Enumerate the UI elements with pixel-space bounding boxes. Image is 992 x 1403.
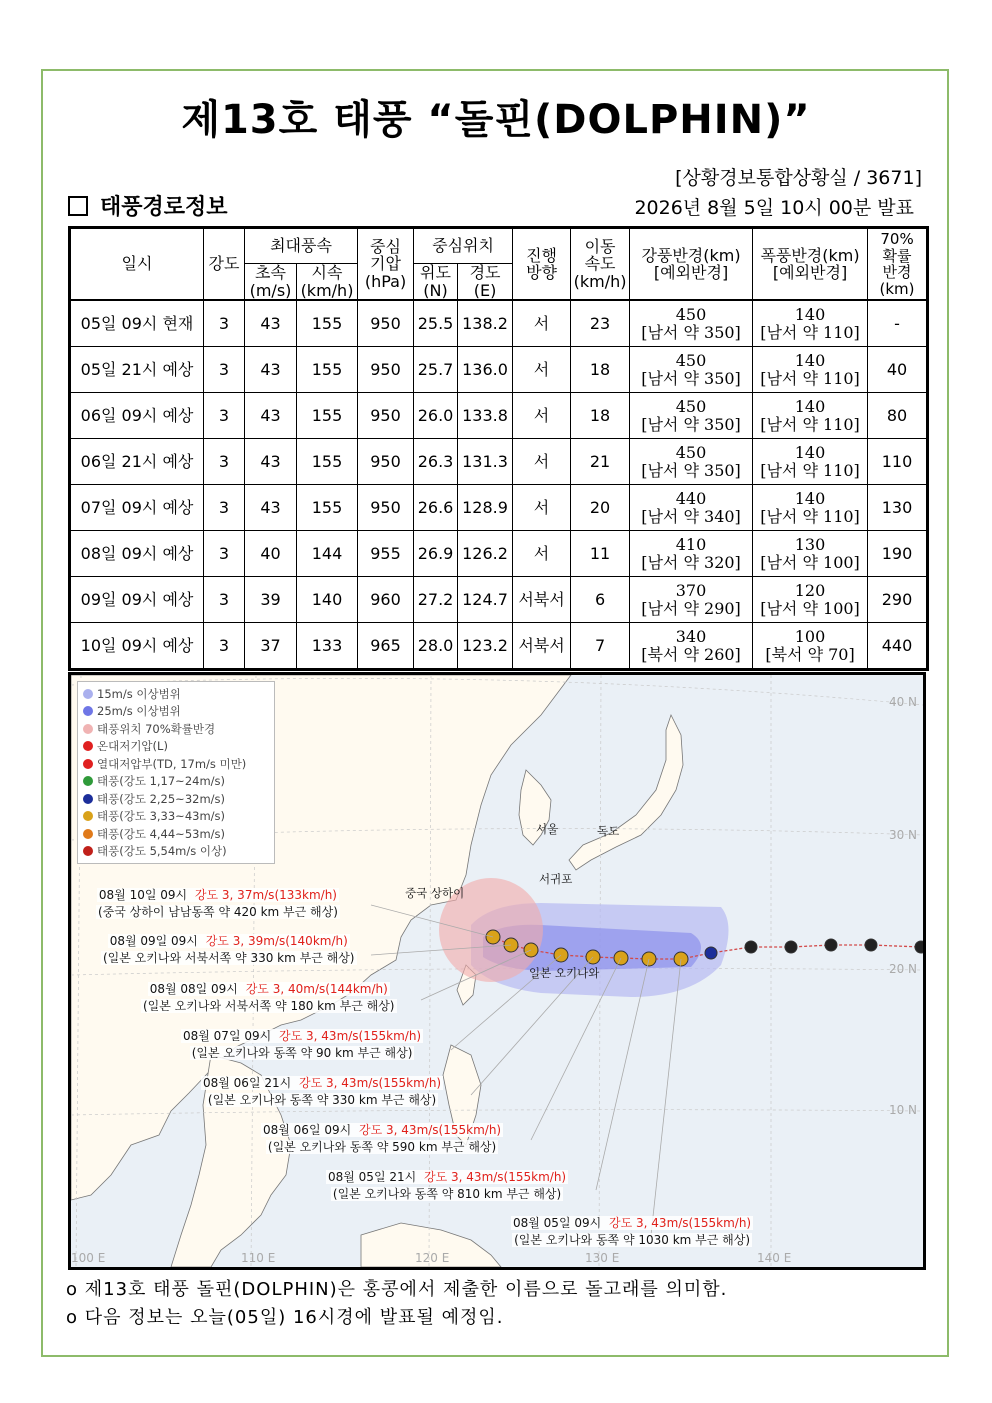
track-label (141, 981, 397, 1015)
cell-datetime: 05일 21시 예상 (70, 347, 204, 393)
legend-label: 태풍(강도 4,44~53m/s) (97, 826, 226, 841)
track-label-intensity: 강도 3, 40m/s(144km/h) (245, 982, 388, 996)
track-label-time: 08월 07일 09시 (183, 1029, 276, 1043)
checkbox-icon (68, 196, 88, 216)
cell-datetime: 09일 09시 예상 (70, 577, 204, 623)
cell-storm-radius-value: 140 (794, 351, 826, 371)
cell-intensity: 3 (204, 439, 245, 485)
track-label-intensity: 강도 3, 43m/s(155km/h) (609, 1216, 752, 1230)
cell-prob70: 440 (868, 623, 928, 670)
cell-strong-radius-exception: [남서 약 350] (641, 322, 741, 342)
cell-wind-kmh: 133 (297, 623, 358, 670)
cell-lat: 25.7 (414, 347, 458, 393)
track-label-line1 (96, 887, 340, 904)
cell-strong-radius-exception: [남서 약 340] (641, 506, 741, 526)
cell-strong-radius-value: 440 (675, 489, 707, 509)
track-label-line1 (261, 1122, 503, 1139)
track-label-line2 (101, 950, 357, 967)
notes (66, 1276, 727, 1332)
cell-lon: 131.3 (458, 439, 513, 485)
cell-datetime: 05일 09시 현재 (70, 300, 204, 347)
lon-tick-140e: 140 E (757, 1251, 792, 1265)
legend-marker-icon (83, 811, 93, 821)
cell-prob70: 130 (868, 485, 928, 531)
cell-prob70: - (868, 300, 928, 347)
track-label-intensity: 강도 3, 43m/s(155km/h) (299, 1076, 442, 1090)
cell-intensity: 3 (204, 393, 245, 439)
track-label-time: 08월 06일 21시 (203, 1076, 296, 1090)
track-label-line1 (141, 981, 397, 998)
cell-strong-radius-exception: [남서 약 350] (641, 414, 741, 434)
cell-wind-kmh: 155 (297, 300, 358, 347)
cell-datetime: 08일 09시 예상 (70, 531, 204, 577)
legend-item (83, 755, 269, 773)
cell-storm-radius-value: 100 (794, 627, 826, 647)
header-strong-radius: 강풍반경(km) [예외반경] (630, 228, 753, 301)
track-label-time: 08월 10일 09시 (98, 888, 191, 902)
typhoon-track-table (68, 226, 929, 671)
cell-storm-radius (753, 393, 868, 439)
track-label-location: (일본 오키나와 동쪽 약 1030 km 부근 해상) (514, 1233, 751, 1247)
cell-datetime: 07일 09시 예상 (70, 485, 204, 531)
track-label-line2 (181, 1045, 423, 1062)
cell-strong-radius (630, 577, 753, 623)
legend-item (83, 843, 269, 861)
header-wind-kmh: 시속 (km/h) (297, 264, 358, 301)
cell-direction: 서 (513, 485, 571, 531)
cell-pressure: 950 (358, 347, 414, 393)
cell-speed: 7 (571, 623, 630, 670)
cell-speed: 18 (571, 347, 630, 393)
cell-strong-radius-value: 450 (675, 305, 707, 325)
track-label-location: (일본 오키나와 동쪽 약 590 km 부근 해상) (267, 1140, 497, 1154)
cell-prob70: 290 (868, 577, 928, 623)
header-lat: 위도 (N) (414, 264, 458, 301)
track-label-line2 (201, 1092, 443, 1109)
track-label (201, 1075, 443, 1109)
cell-lon: 124.7 (458, 577, 513, 623)
cell-storm-radius-value: 130 (794, 535, 826, 555)
legend-marker-icon (83, 846, 93, 856)
track-label-line1 (101, 933, 357, 950)
cell-storm-radius-value: 140 (794, 443, 826, 463)
place-okinawa: 일본 오키나와 (529, 966, 600, 980)
cell-strong-radius (630, 531, 753, 577)
cell-lat: 26.0 (414, 393, 458, 439)
track-label-intensity: 강도 3, 43m/s(155km/h) (279, 1029, 422, 1043)
cell-strong-radius-value: 340 (675, 627, 707, 647)
header-direction: 진행 방향 (513, 228, 571, 301)
cell-storm-radius-exception: [남서 약 110] (760, 322, 860, 342)
note-2: o 다음 정보는 오늘(05일) 16시경에 발표될 예정임. (66, 1307, 504, 1328)
typhoon-marker-icon (865, 939, 877, 951)
cell-wind-ms: 40 (245, 531, 297, 577)
cell-strong-radius-value: 450 (675, 397, 707, 417)
cell-prob70: 80 (868, 393, 928, 439)
cell-speed: 20 (571, 485, 630, 531)
track-label (511, 1215, 753, 1249)
legend-marker-icon (83, 794, 93, 804)
legend-marker-icon (83, 724, 93, 734)
cell-wind-kmh: 155 (297, 485, 358, 531)
cell-strong-radius (630, 393, 753, 439)
cell-wind-ms: 43 (245, 485, 297, 531)
header-intensity: 강도 (204, 228, 245, 301)
header-position: 중심위치 (414, 228, 513, 264)
header-max-wind: 최대풍속 (245, 228, 358, 264)
cell-intensity: 3 (204, 531, 245, 577)
legend-item (83, 808, 269, 826)
legend-marker-icon (83, 776, 93, 786)
legend-marker-icon (83, 759, 93, 769)
cell-strong-radius-exception: [남서 약 290] (641, 598, 741, 618)
place-seoul: 서울 (536, 822, 559, 836)
cell-storm-radius (753, 347, 868, 393)
track-label-line2 (511, 1232, 753, 1249)
cell-speed: 11 (571, 531, 630, 577)
cell-intensity: 3 (204, 485, 245, 531)
track-label (261, 1122, 503, 1156)
cell-strong-radius-value: 450 (675, 443, 707, 463)
cell-storm-radius-exception: [남서 약 110] (760, 414, 860, 434)
place-shanghai: 중국 상하이 (405, 886, 465, 900)
typhoon-marker-icon (825, 939, 837, 951)
track-label-time: 08월 06일 09시 (263, 1123, 356, 1137)
cell-storm-radius (753, 300, 868, 347)
cell-lon: 128.9 (458, 485, 513, 531)
cell-lat: 25.5 (414, 300, 458, 347)
table-row (70, 531, 928, 577)
cell-strong-radius (630, 623, 753, 670)
cell-lat: 26.6 (414, 485, 458, 531)
office-label: [상황경보통합상황실 / 3671] (675, 167, 922, 189)
cell-lon: 136.0 (458, 347, 513, 393)
legend-item (83, 703, 269, 721)
legend-marker-icon (83, 689, 93, 699)
table-row (70, 485, 928, 531)
track-label-location: (일본 오키나와 서북서쪽 약 180 km 부근 해상) (143, 999, 395, 1013)
track-label-line1 (326, 1169, 568, 1186)
cell-strong-radius (630, 439, 753, 485)
cell-wind-ms: 37 (245, 623, 297, 670)
track-label (96, 887, 340, 921)
legend-label: 15m/s 이상범위 (97, 686, 181, 701)
lat-tick-20n: 20 N (888, 962, 917, 976)
cell-pressure: 950 (358, 300, 414, 347)
cell-direction: 서 (513, 439, 571, 485)
cell-intensity: 3 (204, 577, 245, 623)
legend-label: 열대저압부(TD, 17m/s 미만) (97, 756, 247, 771)
header-pressure: 중심 기압 (hPa) (358, 228, 414, 301)
cell-strong-radius (630, 300, 753, 347)
cell-storm-radius-exception: [남서 약 100] (760, 552, 860, 572)
cell-intensity: 3 (204, 300, 245, 347)
cell-speed: 18 (571, 393, 630, 439)
cell-wind-kmh: 155 (297, 393, 358, 439)
cell-storm-radius-exception: [남서 약 110] (760, 368, 860, 388)
table-body (70, 300, 928, 670)
table-row (70, 393, 928, 439)
cell-pressure: 950 (358, 439, 414, 485)
cell-direction: 서북서 (513, 577, 571, 623)
cell-wind-kmh: 140 (297, 577, 358, 623)
cell-strong-radius (630, 485, 753, 531)
cell-pressure: 955 (358, 531, 414, 577)
cell-storm-radius-value: 120 (794, 581, 826, 601)
legend-item (83, 738, 269, 756)
cell-storm-radius-exception: [북서 약 70] (765, 644, 855, 664)
legend-marker-icon (83, 706, 93, 716)
track-label-line2 (141, 998, 397, 1015)
cell-storm-radius-value: 140 (794, 305, 826, 325)
cell-wind-ms: 43 (245, 439, 297, 485)
typhoon-marker-icon (705, 947, 717, 959)
cell-wind-ms: 43 (245, 300, 297, 347)
header-wind-ms: 초속 (m/s) (245, 264, 297, 301)
track-label-line1 (511, 1215, 753, 1232)
cell-wind-ms: 43 (245, 347, 297, 393)
legend-item (83, 790, 269, 808)
track-label-line1 (201, 1075, 443, 1092)
cell-storm-radius-exception: [남서 약 100] (760, 598, 860, 618)
legend-label: 태풍(강도 2,25~32m/s) (97, 791, 226, 806)
cell-storm-radius-exception: [남서 약 110] (760, 460, 860, 480)
legend-item (83, 825, 269, 843)
legend-label: 태풍(강도 5,54m/s 이상) (97, 844, 227, 859)
cell-lat: 26.3 (414, 439, 458, 485)
header-speed: 이동 속도 (km/h) (571, 228, 630, 301)
track-label-line2 (96, 904, 340, 921)
cell-direction: 서 (513, 300, 571, 347)
map-legend (77, 681, 275, 864)
cell-lat: 28.0 (414, 623, 458, 670)
legend-item (83, 773, 269, 791)
cell-storm-radius (753, 623, 868, 670)
track-label-intensity: 강도 3, 39m/s(140km/h) (205, 934, 348, 948)
cell-intensity: 3 (204, 623, 245, 670)
track-label-location: (일본 오키나와 동쪽 약 810 km 부근 해상) (332, 1187, 562, 1201)
lat-tick-40n: 40 N (888, 695, 917, 709)
track-label-intensity: 강도 3, 43m/s(155km/h) (359, 1123, 502, 1137)
track-label-location: (일본 오키나와 동쪽 약 330 km 부근 해상) (207, 1093, 437, 1107)
typhoon-marker-icon (745, 941, 757, 953)
cell-storm-radius-value: 140 (794, 489, 826, 509)
track-label-time: 08월 08일 09시 (149, 982, 242, 996)
legend-label: 태풍위치 70%확률반경 (97, 721, 216, 736)
cell-strong-radius-value: 370 (675, 581, 707, 601)
lat-tick-10n: 10 N (888, 1103, 917, 1117)
cell-wind-ms: 39 (245, 577, 297, 623)
page-title: 제13호 태풍 “돌핀(DOLPHIN)” (181, 97, 811, 143)
header-datetime: 일시 (70, 228, 204, 301)
legend-label: 태풍(강도 3,33~43m/s) (97, 809, 226, 824)
cell-wind-kmh: 155 (297, 347, 358, 393)
section-title: 태풍경로정보 (100, 195, 228, 220)
issued-time: 2026년 8월 5일 10시 00분 발표 (634, 197, 914, 219)
cell-wind-kmh: 155 (297, 439, 358, 485)
cell-storm-radius (753, 485, 868, 531)
cell-direction: 서 (513, 393, 571, 439)
cell-direction: 서 (513, 531, 571, 577)
cell-lon: 123.2 (458, 623, 513, 670)
cell-prob70: 40 (868, 347, 928, 393)
cell-prob70: 190 (868, 531, 928, 577)
cell-pressure: 960 (358, 577, 414, 623)
header-prob70: 70% 확률 반경 (km) (868, 228, 928, 301)
legend-marker-icon (83, 741, 93, 751)
track-label-intensity: 강도 3, 43m/s(155km/h) (424, 1170, 567, 1184)
track-label-intensity: 강도 3, 37m/s(133km/h) (194, 888, 337, 902)
track-label (181, 1028, 423, 1062)
legend-item (83, 685, 269, 703)
legend-label: 태풍(강도 1,17~24m/s) (97, 774, 226, 789)
section-heading (68, 190, 228, 221)
cell-speed: 21 (571, 439, 630, 485)
cell-strong-radius-value: 410 (675, 535, 707, 555)
note-1: o 제13호 태풍 돌핀(DOLPHIN)은 홍콩에서 제출한 이름으로 돌고래를 의미함. (66, 1279, 728, 1300)
cell-datetime: 10일 09시 예상 (70, 623, 204, 670)
typhoon-marker-icon (915, 941, 923, 953)
cell-strong-radius-exception: [남서 약 350] (641, 368, 741, 388)
cell-datetime: 06일 09시 예상 (70, 393, 204, 439)
table-row (70, 347, 928, 393)
cell-strong-radius-exception: [남서 약 350] (641, 460, 741, 480)
cell-strong-radius-exception: [남서 약 320] (641, 552, 741, 572)
cell-direction: 서북서 (513, 623, 571, 670)
cell-pressure: 950 (358, 485, 414, 531)
cell-lat: 27.2 (414, 577, 458, 623)
cell-strong-radius-value: 450 (675, 351, 707, 371)
track-label (326, 1169, 568, 1203)
place-dokdo: 독도 (597, 824, 620, 838)
cell-storm-radius (753, 439, 868, 485)
track-label-time: 08월 05일 09시 (513, 1216, 606, 1230)
cell-speed: 6 (571, 577, 630, 623)
track-label-location: (일본 오키나와 서북서쪽 약 330 km 부근 해상) (103, 951, 355, 965)
cell-direction: 서 (513, 347, 571, 393)
legend-label: 온대저기압(L) (97, 739, 168, 754)
track-label-time: 08월 05일 21시 (328, 1170, 421, 1184)
header-lon: 경도 (E) (458, 264, 513, 301)
cell-intensity: 3 (204, 347, 245, 393)
cell-pressure: 950 (358, 393, 414, 439)
header-storm-radius: 폭풍반경(km) [예외반경] (753, 228, 868, 301)
legend-marker-icon (83, 829, 93, 839)
cell-wind-kmh: 144 (297, 531, 358, 577)
cell-datetime: 06일 21시 예상 (70, 439, 204, 485)
lon-tick-130e: 130 E (585, 1251, 620, 1265)
cell-lon: 126.2 (458, 531, 513, 577)
cell-strong-radius-exception: [북서 약 260] (641, 644, 741, 664)
legend-item (83, 720, 269, 738)
track-label-location: (일본 오키나와 동쪽 약 90 km 부근 해상) (191, 1046, 413, 1060)
cell-wind-ms: 43 (245, 393, 297, 439)
track-label-location: (중국 상하이 남남동쪽 약 420 km 부근 해상) (98, 905, 338, 919)
legend-label: 25m/s 이상범위 (97, 704, 181, 719)
cell-storm-radius (753, 577, 868, 623)
track-label (101, 933, 357, 967)
cell-strong-radius (630, 347, 753, 393)
lon-tick-100e: 100 E (71, 1251, 106, 1265)
table-row (70, 577, 928, 623)
typhoon-track-map (68, 672, 926, 1270)
lat-tick-30n: 30 N (888, 828, 917, 842)
cell-lon: 133.8 (458, 393, 513, 439)
track-label-line1 (181, 1028, 423, 1045)
cell-lat: 26.9 (414, 531, 458, 577)
cell-prob70: 110 (868, 439, 928, 485)
place-seogwipo: 서귀포 (539, 872, 573, 886)
cell-storm-radius-value: 140 (794, 397, 826, 417)
lon-tick-120e: 120 E (415, 1251, 450, 1265)
track-label-time: 08월 09일 09시 (109, 934, 202, 948)
lon-tick-110e: 110 E (241, 1251, 276, 1265)
cell-storm-radius (753, 531, 868, 577)
cell-pressure: 965 (358, 623, 414, 670)
table-row (70, 623, 928, 670)
typhoon-marker-icon (785, 941, 797, 953)
table-row (70, 300, 928, 347)
cell-lon: 138.2 (458, 300, 513, 347)
cell-storm-radius-exception: [남서 약 110] (760, 506, 860, 526)
track-label-line2 (326, 1186, 568, 1203)
track-label-line2 (261, 1139, 503, 1156)
cell-speed: 23 (571, 300, 630, 347)
table-row (70, 439, 928, 485)
